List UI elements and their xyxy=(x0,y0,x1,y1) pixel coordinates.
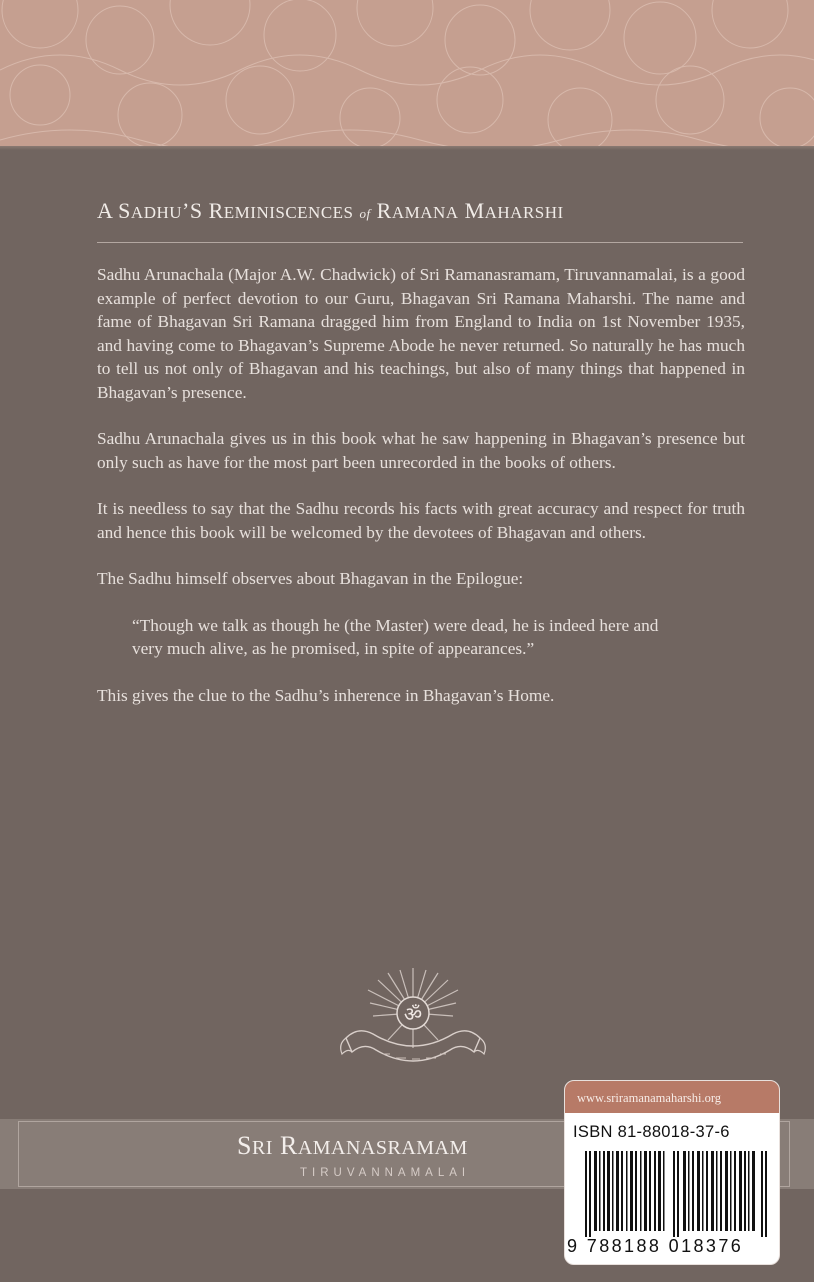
blurb-closing: This gives the clue to the Sadhu’s inherence in Bhagavan’s Home. xyxy=(97,685,555,705)
floral-pattern xyxy=(0,0,814,146)
ashram-emblem-icon xyxy=(328,968,498,1088)
barcode-panel xyxy=(564,1080,780,1265)
publisher-place: TIRUVANNAMALAI xyxy=(300,1167,471,1179)
blurb-paragraph: It is needless to say that the Sadhu records his facts with great accuracy and respect for truth and hence this book will be welcomed by the devotees of Bhagavan and others. xyxy=(97,499,745,542)
blurb xyxy=(97,263,745,730)
title-divider xyxy=(97,242,743,243)
barcode-icon xyxy=(585,1151,769,1237)
band-shadow xyxy=(0,146,814,150)
website-url: www.sriramanamaharshi.org xyxy=(565,1081,779,1113)
publisher-name: SRI RAMANASRAMAM xyxy=(237,1131,468,1160)
epilogue-quote: “Though we talk as though he (the Master) were dead, he is indeed here and very much alive, as he promised, in spite of appearances.” xyxy=(132,615,659,658)
isbn-label: ISBN 81-88018-37-6 xyxy=(573,1123,730,1141)
decorative-top-band xyxy=(0,0,814,146)
book-title: A SADHU’S REMINISCENCES of RAMANA MAHARSHI xyxy=(97,198,564,223)
blurb-paragraph: The Sadhu himself observes about Bhagavan in the Epilogue: xyxy=(97,569,524,588)
svg-text:ॐ: ॐ xyxy=(403,1002,423,1026)
blurb-paragraph: Sadhu Arunachala gives us in this book what he saw happening in Bhagavan’s presence but only such as have for the most part been unrecorded in the books of others. xyxy=(97,429,745,472)
blurb-paragraph: Sadhu Arunachala (Major A.W. Chadwick) of Sri Ramanasramam, Tiruvannamalai, is a good example of perfect devotion to our Guru, Bhagavan Sri Ramana Maharshi. The name and fame of Bhagavan Sri Ramana dragged him from England to India on 1st November 1935, and having come to Bhagavan’s Supreme Abode he never returned. So naturally he has much to tell us not only of Bhagavan and his teachings, but also of many things that happened in Bhagavan’s presence. xyxy=(97,265,745,402)
ean-digits: 9 788188 018376 xyxy=(567,1236,744,1256)
